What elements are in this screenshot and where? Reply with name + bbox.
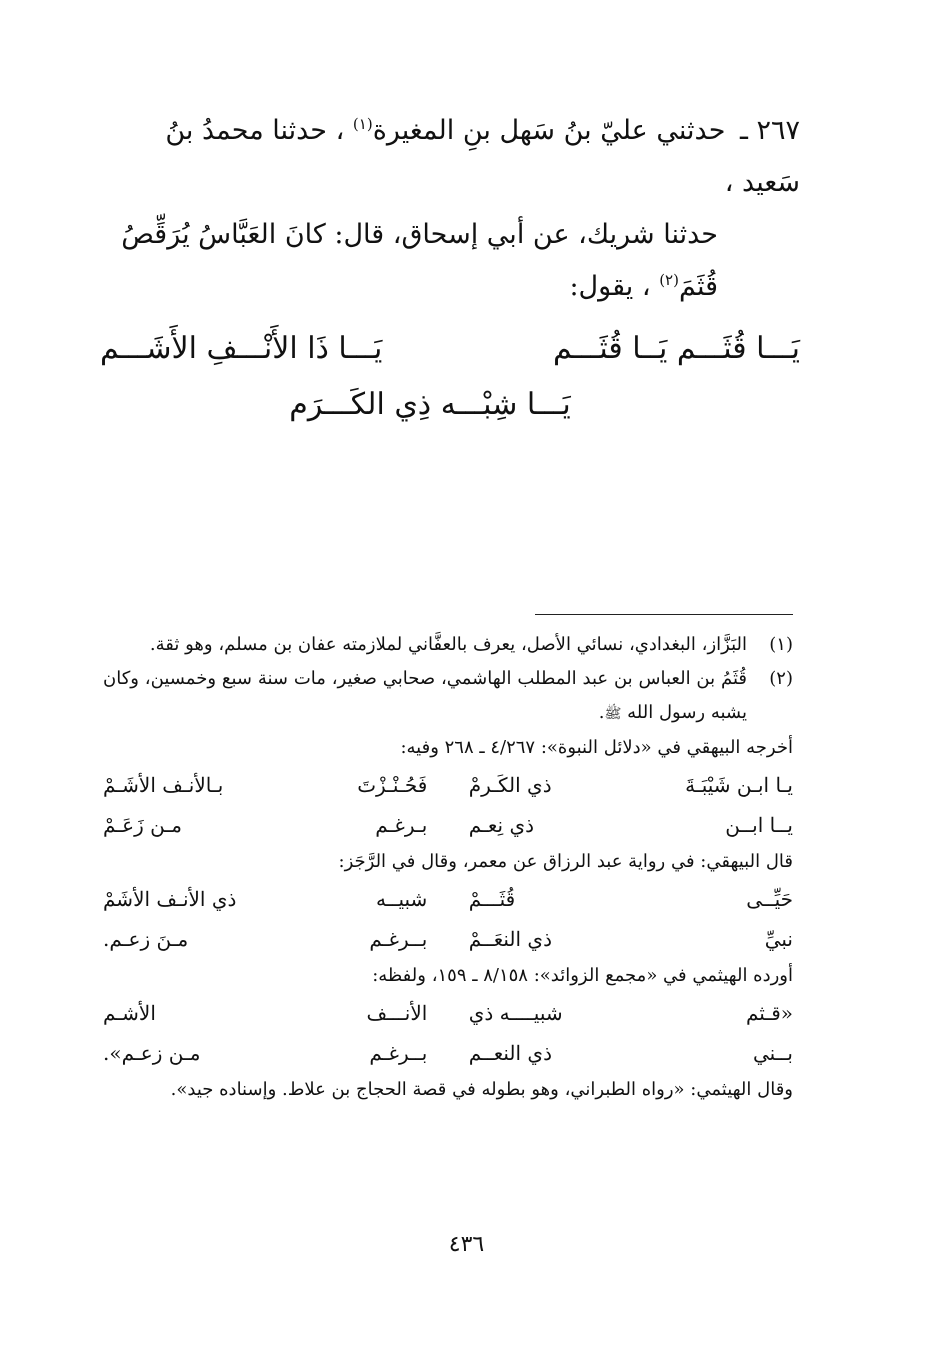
verse-part: الأشـم: [103, 1001, 156, 1025]
hadith-text-1b: ، حدثنا محمدُ بنُ سَعيد ،: [165, 115, 800, 198]
verse-part: قُثَـــمْ: [468, 887, 516, 911]
footnote-2: [103, 662, 793, 731]
main-text: [100, 105, 800, 433]
salla-symbol: ﷺ: [604, 706, 622, 722]
hadith-number: ٢٦٧ ـ: [739, 115, 800, 146]
page-number: ٤٣٦: [448, 1232, 485, 1257]
note-verse: [103, 1033, 793, 1073]
verse-part: مـن زعـم».: [103, 1041, 201, 1065]
note-paragraph: أورده الهيثمي في «مجمع الزوائد»: ٨/١٥٨ ـ ١٥٩، ولفظه:: [372, 965, 793, 986]
verse-part: بــرغـم: [369, 927, 428, 951]
verse-part: فَحُـنْـزْتَ: [357, 773, 428, 797]
verse-part: يـا ابـن شَيْبَـةَ: [685, 773, 793, 797]
note-verse: [103, 879, 793, 919]
hadith-text-3b: ، يقول:: [569, 271, 651, 302]
hadith-text-1: حدثني عليّ بنُ سَهل بنِ المغيرة: [372, 115, 726, 146]
hadith-line-3: [100, 261, 800, 313]
footnotes: [103, 628, 793, 1107]
footnote-separator: [535, 614, 793, 615]
footnote-ref-1[interactable]: (١): [352, 115, 373, 133]
footnote-ref-2[interactable]: (٢): [659, 271, 679, 289]
hadith-267: [100, 105, 800, 313]
verse-part: بــني: [753, 1041, 793, 1065]
note-paragraph: وقال الهيثمي: «رواه الطبراني، وهو بطوله في قصة الحجاج بن علاط. وإسناده جيد».: [170, 1079, 793, 1100]
verse-hemistich-1: يَـــا قُثَـــم يَــا قُثَـــم: [553, 331, 800, 366]
note-paragraph: قال البيهقي: في رواية عبد الرزاق عن معمر، وقال في الرَّجَز:: [338, 851, 793, 872]
verse-part: ذي النعــم: [468, 1041, 552, 1065]
note-verse: [103, 919, 793, 959]
verse-part: ذي نِعـم: [468, 813, 535, 837]
note-verse: [103, 993, 793, 1033]
verse-hemistich-2: يَـــا ذَا الأَنْـــفِ الأَشَـــم: [100, 331, 383, 366]
verse-part: ذي النعَــمْ: [468, 927, 552, 951]
verse-part: الأنـــف: [366, 1001, 428, 1025]
verse-line-1: [100, 321, 800, 377]
footnote-mark: (٢): [769, 668, 793, 689]
verse-part: ذي الكَـرمْ: [468, 773, 552, 797]
verse-part: شبيــــه ذي: [468, 1001, 563, 1025]
verse-part: نبيِّ: [764, 927, 793, 951]
verse-part: ذي الأنـف الأشَمْ: [103, 887, 237, 911]
verse-part: «قـثم: [745, 1001, 793, 1025]
footnote-text: البَزَّاز، البغدادي، نسائي الأصل، يعرف بالعفَّاني لملازمته عفان بن مسلم، وهو ثقة.: [149, 634, 747, 655]
footnote-1: [103, 628, 793, 662]
verse-part: مـن زَعَـمْ: [103, 813, 182, 837]
hadith-line-2: حدثنا شريك، عن أبي إسحاق، قال: كانَ العَبَّاسُ يُرَقِّصُ: [121, 219, 718, 250]
note-verse: [103, 765, 793, 805]
hadith-text-3a: قُثَمَ: [678, 271, 718, 302]
verse-line-2: يَـــا شِبْـــه ذِي الكَـــرَم: [289, 387, 571, 422]
verse-part: بــرغـم: [369, 1041, 428, 1065]
verse-part: بـرغـم: [375, 813, 428, 837]
footnote-text-body: قُثَمُ بن العباس بن عبد المطلب الهاشمي، صحابي صغير، مات سنة سبع وخمسين، وكان يشبه رسول الله: [103, 668, 747, 723]
verse-part: شبيــه: [376, 887, 428, 911]
hadith-line-1: [100, 105, 800, 209]
footnote-text-end: .: [598, 702, 605, 723]
footnote-text: [103, 662, 747, 731]
verse-part: بـالأنـف الأشَـمْ: [103, 773, 224, 797]
footnote-mark: (١): [769, 634, 793, 655]
note-verse: [103, 805, 793, 845]
verse-part: حَيِّــى: [746, 887, 793, 911]
verse-part: يــا ابــن: [725, 813, 793, 837]
verse-part: مـنَ زعـم.: [103, 927, 189, 951]
note-paragraph: أخرجه البيهقي في «دلائل النبوة»: ٤/٢٦٧ ـ ٢٦٨ وفيه:: [400, 737, 793, 758]
